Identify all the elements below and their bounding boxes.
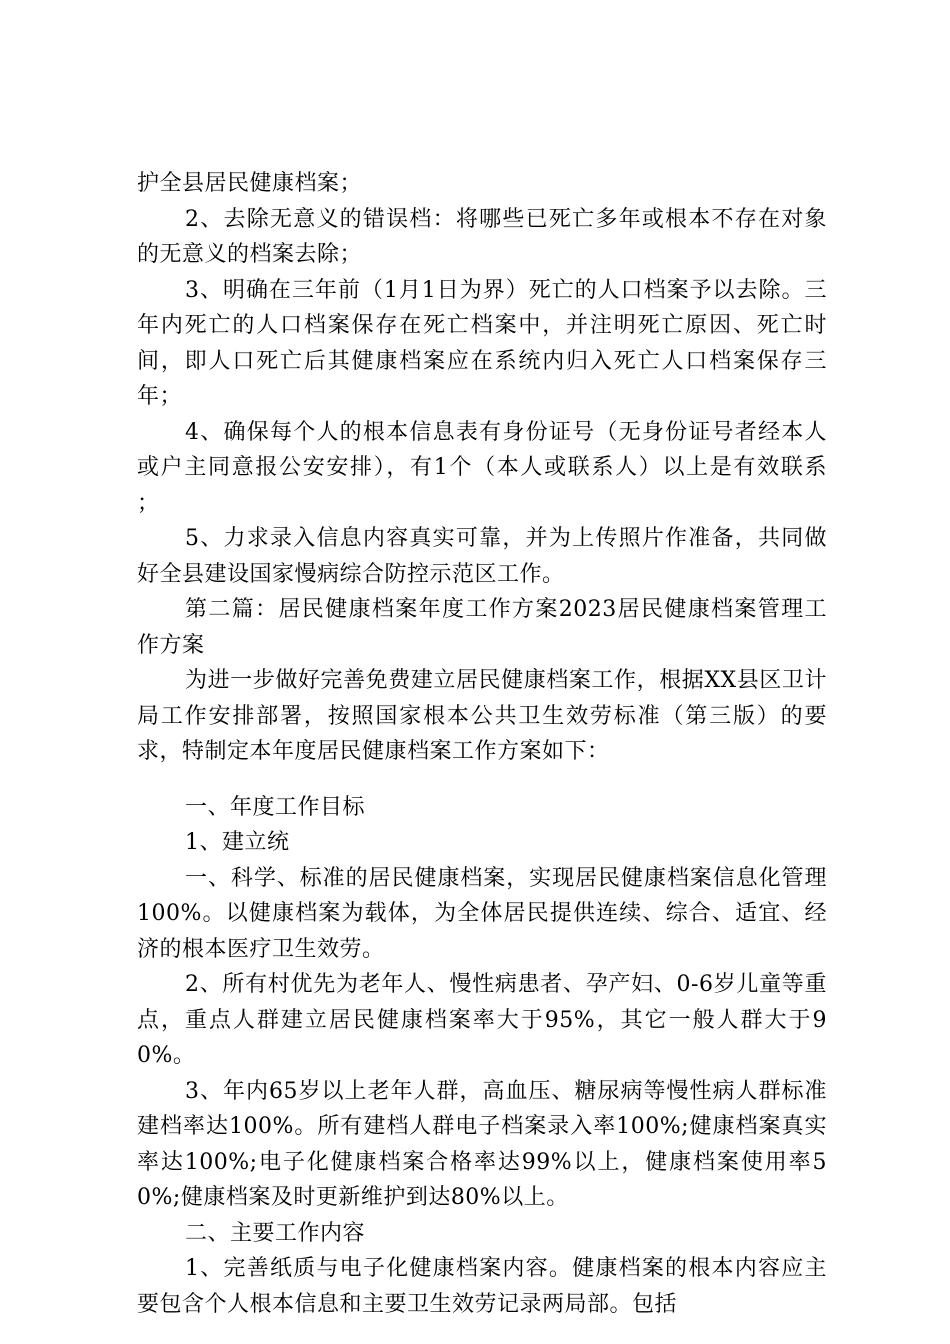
paragraph: 一、年度工作目标 (185, 794, 366, 820)
paragraph: 1、建立统 (185, 830, 290, 855)
paragraph: 2、去除无意义的错误档：将哪些已死亡多年或根本不存在对象的无意义的档案去除； (137, 206, 827, 267)
paragraph: 二、主要工作内容 (185, 1220, 366, 1246)
paragraph: 为进一步做好完善免费建立居民健康档案工作，根据XX县区卫计局工作安排部署，按照国家根本公共卫生效劳标准（第三版）的要求，特制定本年度居民健康档案工作方案如下： (137, 668, 827, 764)
paragraph: 2、所有村优先为老年人、慢性病患者、孕产妇、0-6岁儿童等重点，重点人群建立居民健康档案率大于95%，其它一般人群大于90%。 (137, 972, 827, 1068)
paragraph: 4、确保每个人的根本信息表有身份证号（无身份证号者经本人或户主同意报公安安排），有1个（本人或联系人）以上是有效联系 ； (137, 419, 872, 516)
paragraph: 5、力求录入信息内容真实可靠，并为上传照片作准备，共同做好全县建设国家慢病综合防控示范区工作。 (137, 526, 827, 587)
paragraph: 1、完善纸质与电子化健康档案内容。健康档案的根本内容应主要包含个人根本信息和主要卫生效劳记录两局部。包括 (137, 1256, 827, 1317)
document-body (137, 166, 872, 1322)
paragraph: 第二篇：居民健康档案年度工作方案2023居民健康档案管理工作方案 (137, 597, 827, 658)
paragraph: 护全县居民健康档案； (137, 171, 363, 196)
paragraph: 3、明确在三年前（1月1日为界）死亡的人口档案予以去除。三年内死亡的人口档案保存在死亡档案中，并注明死亡原因、死亡时间，即人口死亡后其健康档案应在系统内归入死亡人口档案保存三年； (137, 277, 827, 409)
paragraph: 一、科学、标准的居民健康档案，实现居民健康档案信息化管理100%。以健康档案为载体，为全体居民提供连续、综合、适宜、经济的根本医疗卫生效劳。 (137, 865, 827, 962)
paragraph: 3、年内65岁以上老年人群，高血压、糖尿病等慢性病人群标准建档率达100%。所有建档人群电子档案录入率100%;健康档案真实率达100%;电子化健康档案合格率达99%以上，健康档案使用率50%;健康档案及时更新维护到达80%以上。 (137, 1078, 827, 1210)
